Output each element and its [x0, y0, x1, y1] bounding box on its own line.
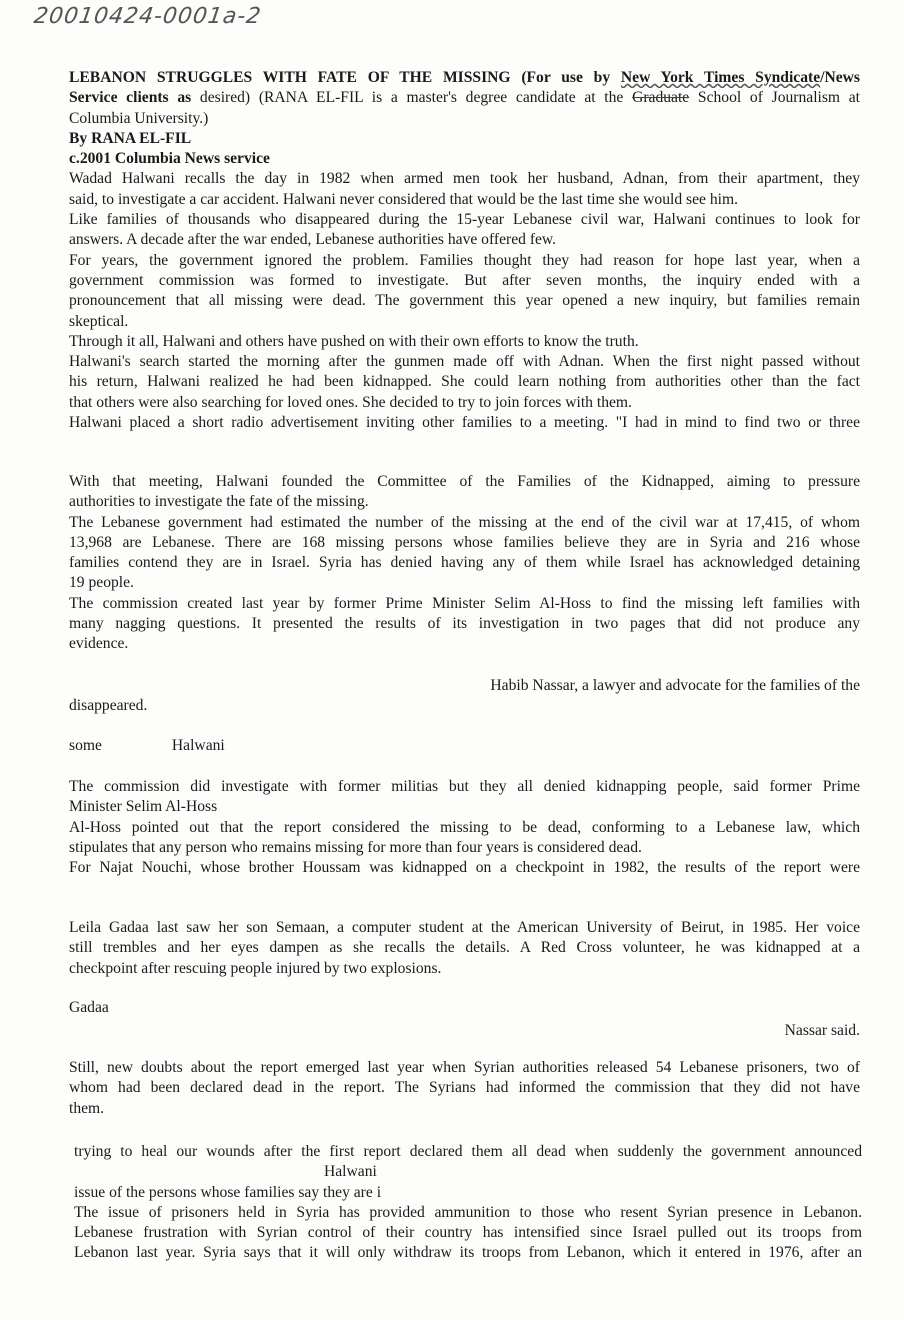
headline-line-3: Columbia University.) [69, 109, 209, 127]
body-line: issue of the persons whose families say they are i [74, 1183, 382, 1201]
body-section-6 [69, 918, 860, 979]
body-section-7 [69, 998, 860, 1018]
body-line: Al-Hoss pointed out that the report considered the missing to be dead, conforming to a Lebanese law, which [69, 818, 860, 836]
body-line: The Lebanese government had estimated the number of the missing at the end of the civil war at 17,415, of whom [69, 513, 860, 531]
body-line: pronouncement that all missing were dead. The government this year opened a new inquiry, but families remain [69, 292, 860, 310]
body-line: Habib Nassar, a lawyer and advocate for the families of the [490, 677, 860, 694]
handwritten-document-id: 20010424-0001a-2 [32, 4, 264, 29]
body-section-5 [69, 777, 860, 878]
body-line: still trembles and her eyes dampen as she recalls the details. A Red Cross volunteer, he was kidnapped at a [69, 939, 860, 957]
body-section-3 [69, 676, 860, 717]
body-line: evidence. [69, 635, 129, 653]
syndicate-name: New York Times Syndicate [620, 69, 821, 86]
body-line: For years, the government ignored the problem. Families thought they had reason for hope last year, when a [69, 251, 860, 269]
body-line: authorities to investigate the fate of the missing. [69, 493, 369, 511]
body-line: government commission was formed to investigate. But after seven months, the inquiry ended with a [69, 271, 860, 289]
body-line: Halwani placed a short radio advertisement inviting other families to a meeting. "I had in mind to find two or three [69, 414, 860, 432]
body-section-8 [69, 1021, 860, 1041]
body-line: With that meeting, Halwani founded the Committee of the Families of the Kidnapped, aiming to pressure [69, 473, 860, 490]
body-line: Like families of thousands who disappeared during the 15-year Lebanese civil war, Halwani continues to look for [69, 211, 860, 229]
body-section-9 [69, 1058, 860, 1119]
body-section-2 [69, 472, 860, 655]
body-line: Gadaa [69, 999, 109, 1016]
body-line: Lebanon last year. Syria says that it will only withdraw its troops from Lebanon, which it entered in 1976, after an [74, 1244, 862, 1262]
body-line: that others were also searching for loved ones. She decided to try to join forces with them. [69, 393, 632, 411]
body-line: many nagging questions. It presented the results of its investigation in two pages that did not produce any [69, 615, 860, 633]
body-line: The issue of prisoners held in Syria has provided ammunition to those who resent Syrian presence in Lebanon. [74, 1203, 862, 1221]
body-line: them. [69, 1099, 105, 1117]
headline-line-2: Service clients as desired) (RANA EL-FIL is a master's degree candidate at the Graduate School of Journalism at [69, 89, 860, 107]
body-line: trying to heal our wounds after the first report declared them all dead when suddenly the government announced [74, 1143, 862, 1160]
body-line: Leila Gadaa last saw her son Semaan, a computer student at the American University of Beirut, in 1985. Her voice [69, 919, 860, 936]
body-line: Lebanese frustration with Syrian control of their country has intensified since Israel pulled out its troops from [74, 1224, 862, 1242]
body-line: The commission created last year by former Prime Minister Selim Al-Hoss to find the missing left families with [69, 594, 860, 612]
body-line: Halwani's search started the morning after the gunmen made off with Adnan. When the first night passed without [69, 353, 860, 371]
body-line: Through it all, Halwani and others have pushed on with their own efforts to know the truth. [69, 332, 639, 350]
body-line: skeptical. [69, 312, 129, 330]
body-section-10 [74, 1142, 862, 1264]
body-line: some Halwani [69, 737, 225, 754]
headline-title: LEBANON STRUGGLES WITH FATE OF THE MISSING [69, 69, 511, 86]
headline-line-1: LEBANON STRUGGLES WITH FATE OF THE MISSING (For use by New York Times Syndicate/News [69, 69, 860, 86]
body-line: answers. A decade after the war ended, Lebanese authorities have offered few. [69, 231, 557, 249]
body-line: 19 people. [69, 574, 134, 592]
body-line: For Najat Nouchi, whose brother Houssam was kidnapped on a checkpoint in 1982, the results of the report were [69, 859, 860, 877]
body-line: Nassar said. [784, 1022, 860, 1039]
body-line: checkpoint after rescuing people injured by two explosions. [69, 959, 442, 977]
body-line: whom had been declared dead in the report. The Syrians had informed the commission that they did not have [69, 1079, 860, 1097]
byline: By RANA EL-FIL [69, 129, 192, 147]
body-line: Still, new doubts about the report emerged last year when Syrian authorities released 54 Lebanese prisoners, two of [69, 1059, 860, 1076]
body-line: Minister Selim Al-Hoss [69, 798, 218, 816]
body-line: stipulates that any person who remains missing for more than four years is considered dead. [69, 838, 642, 856]
body-line: said, to investigate a car accident. Halwani never considered that would be the last time she would see him. [69, 190, 739, 208]
body-line: 13,968 are Lebanese. There are 168 missing persons whose families believe they are in Syria and 216 whose [69, 533, 860, 551]
headline-block [69, 68, 860, 433]
body-line: disappeared. [69, 697, 148, 715]
body-line: families contend they are in Israel. Syria has denied having any of them while Israel has acknowledged detaining [69, 554, 860, 572]
body-line: Wadad Halwani recalls the day in 1982 when armed men took her husband, Adnan, from their apartment, they [69, 170, 860, 188]
body-line: Halwani [324, 1163, 377, 1181]
body-section-4 [69, 736, 860, 756]
body-line: his return, Halwani realized he had been kidnapped. She could learn nothing from authorities other than the fact [69, 373, 860, 391]
body-line: The commission did investigate with former militias but they all denied kidnapping people, said former Prime [69, 778, 860, 795]
dateline: c.2001 Columbia News service [69, 150, 270, 168]
